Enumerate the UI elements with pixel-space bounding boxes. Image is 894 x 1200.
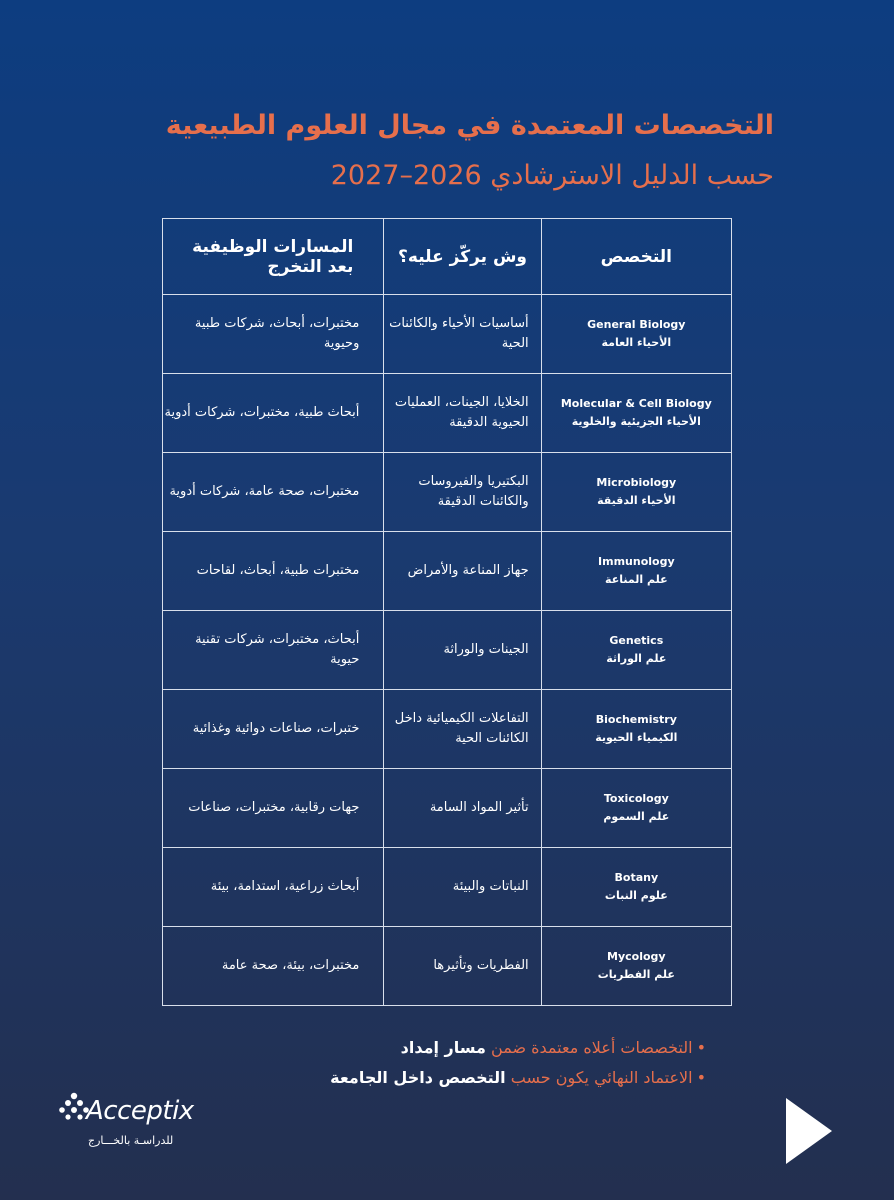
specialization-cell [541, 927, 731, 1006]
focus-cell: البكتيريا والفيروسات والكائنات الدقيقة [384, 453, 541, 532]
focus-cell: أساسيات الأحياء والكائنات الحية [384, 295, 541, 374]
brand-tagline: للدراسـة بالخـــارج [88, 1134, 174, 1147]
specialization-ar: الأحياء العامة [601, 336, 672, 349]
specialization-ar: علم المناعة [605, 573, 668, 586]
focus-cell: جهاز المناعة والأمراض [384, 532, 541, 611]
note-text: التخصصات أعلاه معتمدة ضمن [491, 1038, 693, 1057]
note-item [330, 1068, 706, 1098]
table-row [163, 848, 732, 927]
careers-cell: أبحاث زراعية، استدامة، بيئة [163, 848, 384, 927]
careers-cell: مختبرات، بيئة، صحة عامة [163, 927, 384, 1006]
table-row [163, 374, 732, 453]
specialization-ar: الأحياء الجزيئية والخلوية [571, 415, 701, 428]
brand-logo [58, 1088, 208, 1158]
specialization-cell [541, 611, 731, 690]
specialization-cell [541, 532, 731, 611]
specialization-en: Molecular & Cell Biology [560, 397, 712, 410]
specialization-cell [541, 769, 731, 848]
specialization-en: Mycology [607, 950, 666, 963]
specialization-cell [541, 295, 731, 374]
bullet-icon: • [696, 1038, 706, 1057]
focus-cell: التفاعلات الكيميائية داخل الكائنات الحية [384, 690, 541, 769]
bullet-icon: • [696, 1068, 706, 1087]
table-row [163, 611, 732, 690]
careers-cell: مختبرات، صحة عامة، شركات أدوية [163, 453, 384, 532]
specialization-en: Microbiology [596, 476, 677, 489]
notes-list [330, 1038, 706, 1098]
table-row [163, 769, 732, 848]
note-highlight: مسار إمداد [400, 1038, 486, 1057]
specialization-header: التخصص [541, 219, 731, 295]
careers-cell: مختبرات، أبحاث، شركات طبية وحيوية [163, 295, 384, 374]
table-row [163, 927, 732, 1006]
focus-cell: الجينات والوراثة [384, 611, 541, 690]
play-arrow-icon[interactable] [786, 1098, 832, 1164]
specialization-cell [541, 374, 731, 453]
note-item [330, 1038, 706, 1068]
specialization-ar: علم السموم [603, 810, 670, 823]
table-row [163, 453, 732, 532]
specialization-en: Botany [614, 871, 659, 884]
focus-cell: النباتات والبيئة [384, 848, 541, 927]
specialization-en: Genetics [609, 634, 664, 647]
careers-cell: جهات رقابية، مختبرات، صناعات [163, 769, 384, 848]
note-highlight: التخصص داخل الجامعة [330, 1068, 506, 1087]
specialization-ar: علوم النبات [604, 889, 668, 902]
table-row [163, 295, 732, 374]
specialization-en: General Biology [587, 318, 686, 331]
careers-cell: أبحاث، مختبرات، شركات تقنية حيوية [163, 611, 384, 690]
careers-cell: ختبرات، صناعات دوائية وغذائية [163, 690, 384, 769]
table-row [163, 532, 732, 611]
specialization-en: Biochemistry [595, 713, 677, 726]
specialization-cell [541, 848, 731, 927]
careers-header: المسارات الوظيفية بعد التخرج [163, 219, 384, 295]
focus-cell: تأثير المواد السامة [384, 769, 541, 848]
specialization-ar: علم الوراثة [606, 652, 667, 665]
specialization-ar: علم الفطريات [597, 968, 675, 981]
careers-cell: مختبرات طبية، أبحاث، لقاحات [163, 532, 384, 611]
table-header-row [163, 219, 732, 295]
focus-header: وش يركّز عليه؟ [384, 219, 541, 295]
careers-cell: أبحاث طبية، مختبرات، شركات أدوية [163, 374, 384, 453]
specializations-table [162, 218, 732, 1006]
page-subtitle: حسب الدليل الاسترشادي 2026–2027 [330, 160, 774, 191]
focus-cell: الخلايا، الجينات، العمليات الحيوية الدقيقة [384, 374, 541, 453]
specialization-cell [541, 453, 731, 532]
page-title: التخصصات المعتمدة في مجال العلوم الطبيعية [165, 110, 774, 141]
specialization-en: Immunology [598, 555, 675, 568]
specialization-en: Toxicology [603, 792, 669, 805]
specialization-ar: الكيمياء الحيوية [595, 731, 678, 744]
focus-cell: الفطريات وتأثيرها [384, 927, 541, 1006]
specialization-cell [541, 690, 731, 769]
brand-name: Acceptix [86, 1096, 194, 1126]
specialization-ar: الأحياء الدقيقة [597, 494, 676, 507]
note-text: الاعتماد النهائي يكون حسب [510, 1068, 693, 1087]
table-row [163, 690, 732, 769]
